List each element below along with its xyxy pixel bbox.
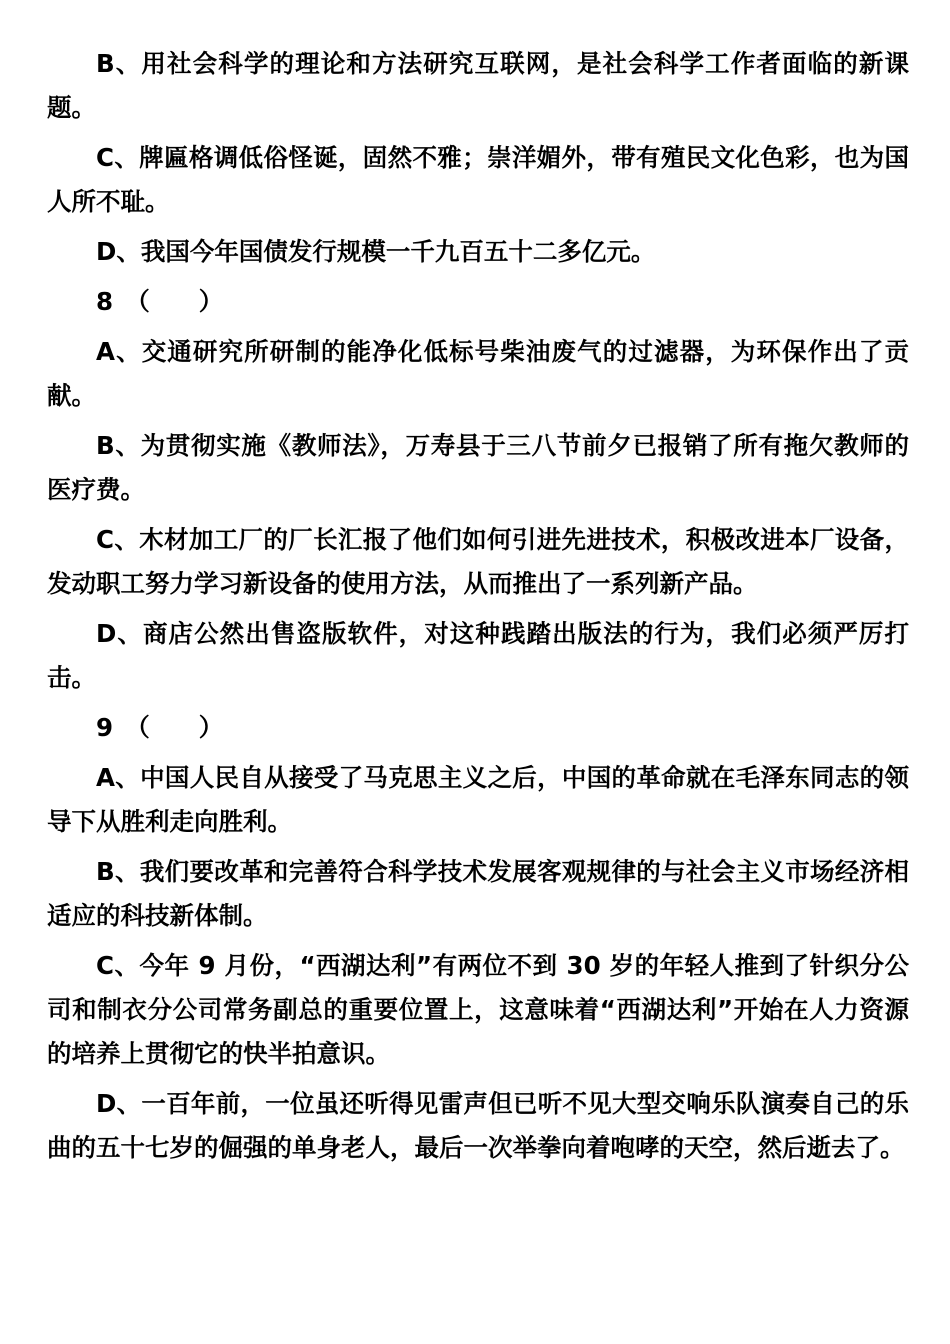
q8-option-c: C、木材加工厂的厂长汇报了他们如何引进先进技术，积极改进本厂设备，发动职工努力学习新设备的使用方法，从而推出了一系列新产品。 (47, 525, 909, 598)
q9-option-b: B、我们要改革和完善符合科学技术发展客观规律的与社会主义市场经济相适应的科技新体制。 (47, 857, 909, 930)
q9-option-d: D、一百年前，一位虽还听得见雷声但已听不见大型交响乐队演奏自己的乐曲的五十七岁的倔强的单身老人，最后一次举拳向着咆哮的天空，然后逝去了。 (47, 1089, 909, 1162)
q9-option-a: A、中国人民自从接受了马克思主义之后，中国的革命就在毛泽东同志的领导下从胜利走向胜利。 (47, 763, 909, 836)
q9-option-c: C、今年 9 月份，“西湖达利”有两位不到 30 岁的年轻人推到了针织分公司和制衣分公司常务副总的重要位置上，这意味着“西湖达利”开始在人力资源的培养上贯彻它的快半拍意识。 (47, 951, 909, 1068)
document-page (47, 42, 909, 1176)
q9-header: 9 （ ） (96, 713, 224, 742)
q8-option-a: A、交通研究所研制的能净化低标号柴油废气的过滤器，为环保作出了贡献。 (47, 337, 909, 410)
q7-option-d: D、我国今年国债发行规模一千九百五十二多亿元。 (96, 237, 656, 266)
q7-option-c: C、牌匾格调低俗怪诞，固然不雅；崇洋媚外，带有殖民文化色彩，也为国人所不耻。 (47, 143, 909, 216)
q8-option-b: B、为贯彻实施《教师法》，万寿县于三八节前夕已报销了所有拖欠教师的医疗费。 (47, 431, 909, 504)
q8-option-d: D、商店公然出售盗版软件，对这种践踏出版法的行为，我们必须严厉打击。 (47, 619, 909, 692)
q7-option-b: B、用社会科学的理论和方法研究互联网，是社会科学工作者面临的新课题。 (47, 49, 909, 122)
q8-header: 8 （ ） (96, 287, 224, 316)
